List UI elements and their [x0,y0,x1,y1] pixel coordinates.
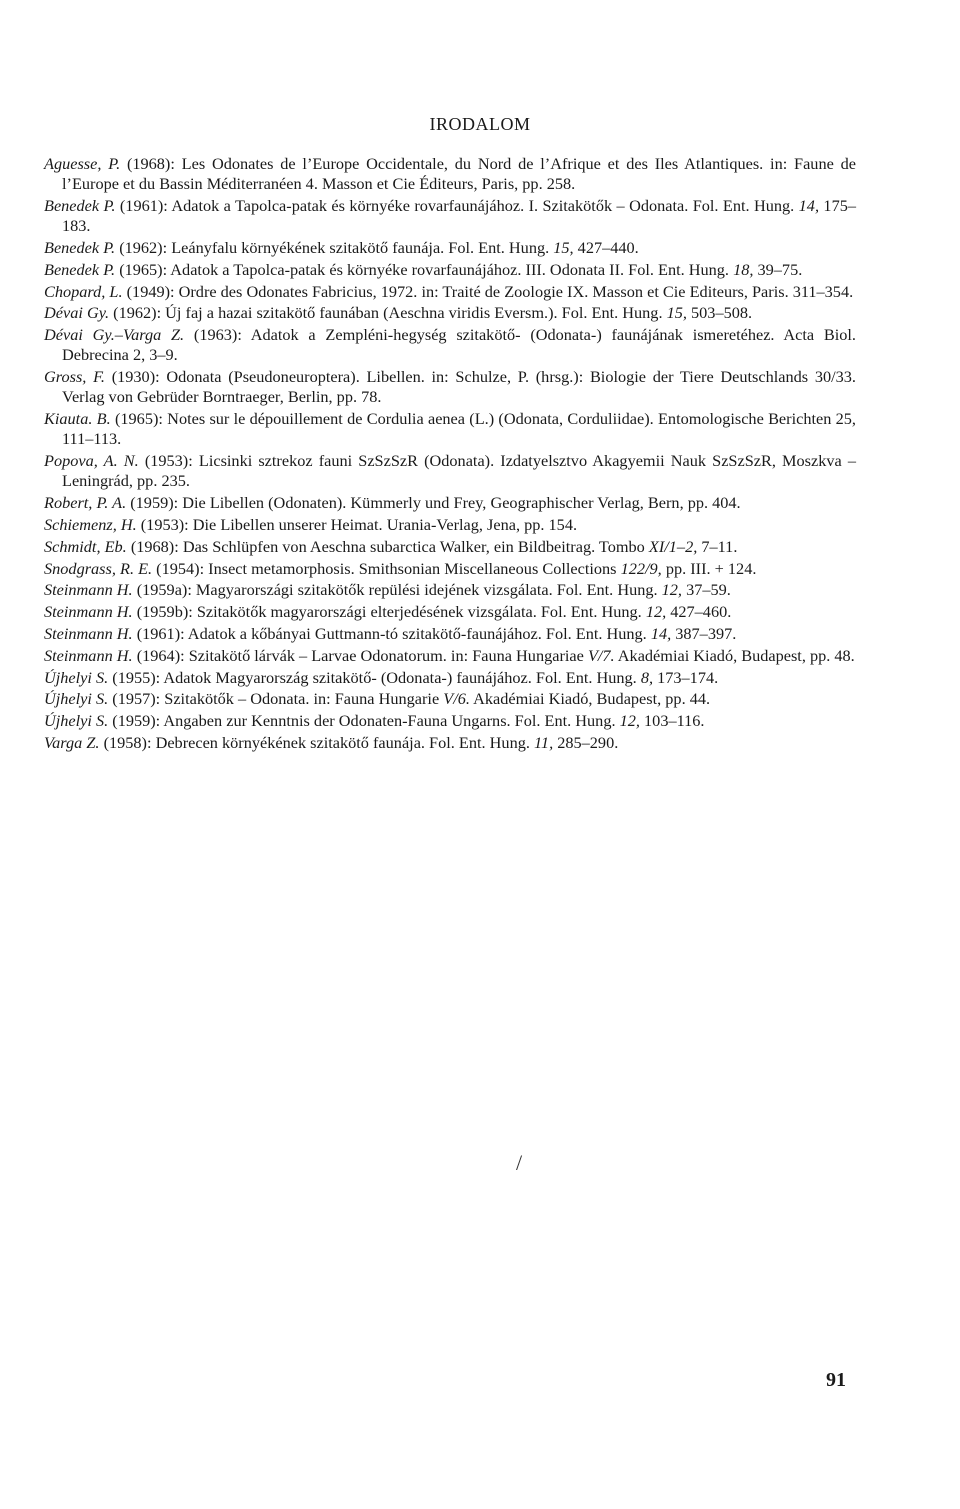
reference-entry [44,580,856,600]
reference-pages: Akadémiai Kiadó, Budapest, pp. 44. [469,689,711,709]
reference-entry [44,733,856,753]
reference-author: Újhelyi S. [44,689,109,709]
stray-mark: / [516,1150,523,1175]
reference-author: Kiauta. B. [44,409,111,429]
reference-pages: 37–59. [682,580,731,600]
reference-volume: 12, [619,711,640,731]
reference-entry [44,260,856,280]
reference-author: Benedek P. [44,259,116,279]
reference-text: (1962): Leányfalu környékének szitakötő faunája. Fol. Ent. Hung. [115,238,554,257]
reference-text: (1963): Adatok a Zempléni-hegység szitakötő- (Odonata-) faunájának ismeretéhez. Acta Biol. Debrecina 2, 3–9. [62,325,857,365]
reference-text: (1958): Debrecen környékének szitakötő faunája. Fol. Ent. Hung. [99,732,534,752]
reference-volume: 12, [645,602,667,622]
reference-pages: pp. III. + 124. [661,558,757,578]
reference-pages: 387–397. [671,623,737,643]
reference-entry [44,668,856,688]
reference-entry [44,303,856,323]
reference-pages: 503–508. [686,303,753,323]
reference-text: (1968): Les Odonates de l’Europe Occidentale, du Nord de l’Afrique et des Iles Atlantiques. in: Faune de l’Europe et du Bassin Méditerranéen 4. Masson et Cie Éditeurs, Paris, pp. 258. [62,154,856,194]
reference-entry [44,196,856,236]
reference-author: Snodgrass, R. E. [44,558,153,578]
reference-text: (1968): Das Schlüpfen von Aeschna subarctica Walker, ein Bildbeitrag. Tombo [126,536,649,556]
reference-text: (1964): Szitakötő lárvák – Larvae Odonatorum. in: Fauna Hungariae [132,645,588,665]
reference-list [44,154,856,755]
reference-author: Aguesse, P. [44,154,121,173]
reference-text: (1965): Notes sur le dépouillement de Cordulia aenea (L.) (Odonata, Corduliidae). Entomologische Berichten 25, 111–113. [62,409,856,449]
reference-entry [44,493,856,513]
reference-volume: 14, [650,623,672,643]
reference-pages: 175–183. [62,196,856,236]
reference-entry [44,451,856,491]
reference-entry [44,689,856,709]
reference-entry [44,238,856,258]
reference-author: Dévai Gy.–Varga Z. [44,325,185,345]
reference-entry [44,409,856,449]
reference-volume: 11, [534,732,554,752]
reference-pages: 173–174. [653,667,719,687]
reference-pages: 7–11. [697,536,738,556]
reference-author: Steinmann H. [44,623,133,643]
reference-author: Újhelyi S. [44,667,109,687]
reference-volume: 122/9, [620,558,662,578]
reference-author: Schiemenz, H. [44,514,137,534]
reference-text: (1953): Licsinki sztrekoz fauni SzSzSzR (Odonata). Izdatyelsztvo Akagyemii Nauk SzSzSzR, Moszkva – Leningrád, pp. 235. [62,451,856,491]
reference-author: Schmidt, Eb. [44,536,127,556]
reference-pages: 39–75. [753,259,803,279]
reference-text: (1959a): Magyarországi szitakötők repülési idejének vizsgálata. Fol. Ent. Hung. [132,580,662,600]
reference-volume: V/7. [587,645,615,665]
reference-text: (1954): Insect metamorphosis. Smithsonian Miscellaneous Collections [152,558,621,578]
reference-author: Steinmann H. [44,602,133,622]
reference-author: Robert, P. A. [44,493,127,513]
reference-text: (1959b): Szitakötők magyarországi elterjedésének vizsgálata. Fol. Ent. Hung. [132,602,646,622]
reference-volume: 8, [640,667,654,687]
reference-author: Gross, F. [44,367,105,387]
reference-volume: 15, [666,303,687,323]
reference-entry [44,646,856,666]
reference-text: (1961): Adatok a Tapolca-patak és környéke rovarfaunájához. I. Szitakötők – Odonata. Fol. Ent. Hung. [115,196,799,215]
reference-text: (1965): Adatok a Tapolca-patak és környéke rovarfaunájához. III. Odonata II. Fol. Ent. Hung. [115,259,734,279]
reference-text: (1962): Új faj a hazai szitakötő faunában (Aeschna viridis Eversm.). Fol. Ent. Hung. [109,303,667,323]
reference-author: Varga Z. [44,732,100,752]
reference-text: (1930): Odonata (Pseudoneuroptera). Libellen. in: Schulze, P. (hrsg.): Biologie der Tiere Deutschlands 30/33. Verlag von Gebrüder Borntraeger, Berlin, pp. 78. [62,367,856,407]
reference-author: Steinmann H. [44,645,133,665]
reference-text: (1953): Die Libellen unserer Heimat. Urania-Verlag, Jena, pp. 154. [136,514,578,534]
reference-pages: 427–460. [666,602,732,622]
reference-text: (1949): Ordre des Odonates Fabricius, 1972. in: Traité de Zoologie IX. Masson et Cie Editeurs, Paris. 311–354. [122,281,854,301]
reference-author: Chopard, L. [44,281,123,301]
reference-entry [44,154,856,194]
reference-author: Benedek P. [44,238,116,257]
reference-pages: 285–290. [553,732,619,752]
reference-text: (1957): Szitakötők – Odonata. in: Fauna Hungarie [108,689,444,709]
reference-pages: 427–440. [573,238,639,257]
page-number: 91 [826,1369,846,1391]
reference-entry [44,537,856,557]
reference-author: Újhelyi S. [44,711,109,731]
reference-text: (1955): Adatok Magyarország szitakötő- (Odonata-) faunájához. Fol. Ent. Hung. [108,667,641,687]
reference-pages: 103–116. [639,711,705,731]
reference-entry [44,624,856,644]
reference-volume: 14, [798,196,820,215]
reference-author: Benedek P. [44,196,116,215]
reference-entry [44,282,856,302]
reference-entry [44,367,856,407]
reference-text: (1959): Die Libellen (Odonaten). Kümmerly und Frey, Geographischer Verlag, Bern, pp. 404. [126,493,741,513]
page-title: IRODALOM [429,114,531,134]
reference-volume: XI/1–2, [648,536,698,556]
reference-author: Dévai Gy. [44,303,110,323]
reference-volume: 15, [553,238,574,257]
reference-author: Popova, A. N. [44,451,139,471]
reference-author: Steinmann H. [44,580,133,600]
reference-entry [44,602,856,622]
reference-pages: Akadémiai Kiadó, Budapest, pp. 48. [614,645,855,665]
reference-entry [44,559,856,579]
reference-entry [44,515,856,535]
reference-volume: 18, [733,259,754,279]
reference-entry [44,711,856,731]
reference-volume: 12, [661,580,682,600]
reference-text: (1959): Angaben zur Kenntnis der Odonaten-Fauna Ungarns. Fol. Ent. Hung. [108,711,620,731]
reference-text: (1961): Adatok a kőbányai Guttmann-tó szitakötő-faunájához. Fol. Ent. Hung. [132,623,651,643]
reference-volume: V/6. [443,689,470,709]
reference-entry [44,325,856,365]
